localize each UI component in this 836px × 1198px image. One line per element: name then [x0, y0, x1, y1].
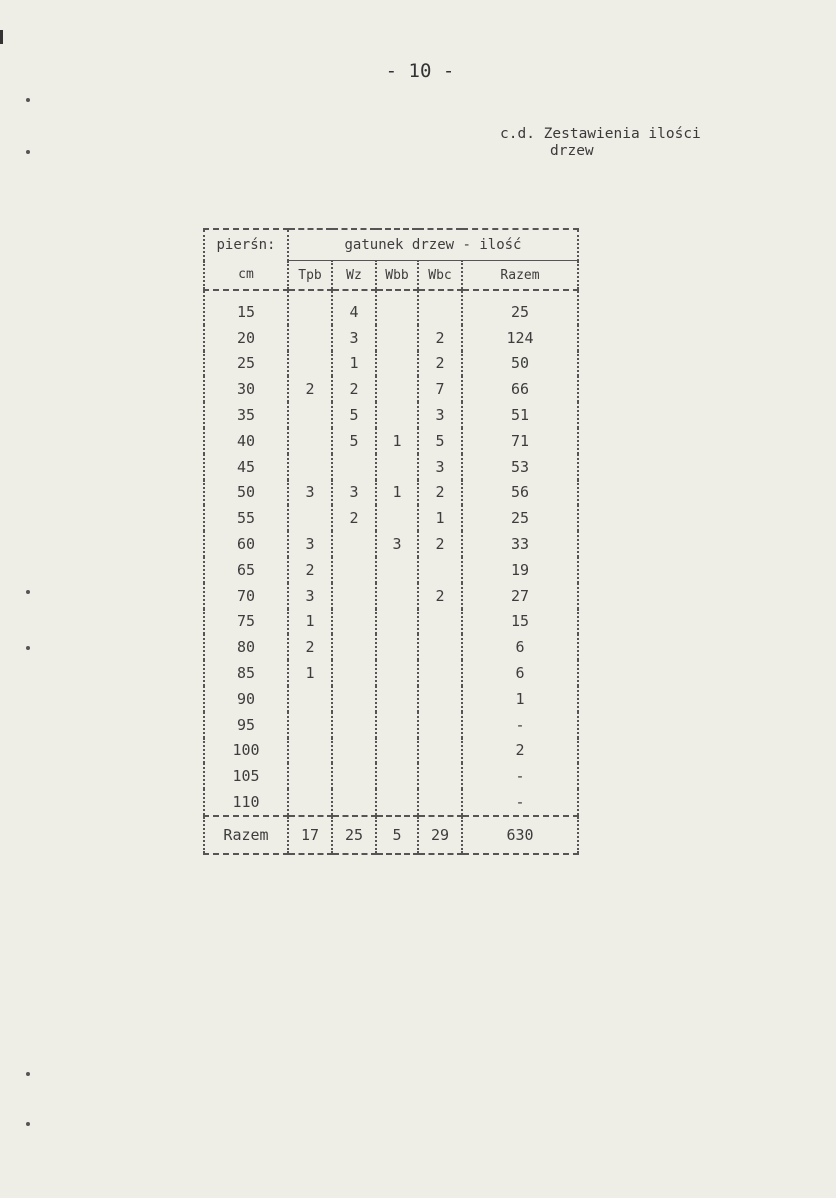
- wz-cell: [332, 763, 376, 789]
- diameter-cell: 35: [204, 402, 288, 428]
- wbb-cell: 1: [376, 480, 418, 506]
- wbc-cell: [418, 763, 462, 789]
- table-row: [204, 660, 578, 686]
- table-row: [204, 738, 578, 764]
- margin-mark: [26, 590, 30, 594]
- razem-cell: 27: [462, 583, 578, 609]
- razem-cell: 53: [462, 454, 578, 480]
- wbc-cell: [418, 634, 462, 660]
- diameter-cell: 100: [204, 738, 288, 764]
- tpb-cell: [288, 290, 332, 325]
- wbb-cell: [376, 789, 418, 816]
- wz-cell: 4: [332, 290, 376, 325]
- col-header-wbc: Wbc: [418, 261, 462, 291]
- wbc-cell: [418, 660, 462, 686]
- diameter-cell: 50: [204, 480, 288, 506]
- razem-cell: -: [462, 763, 578, 789]
- diameter-cell: 110: [204, 789, 288, 816]
- species-group-header: gatunek drzew - ilość: [288, 229, 578, 261]
- tpb-cell: 3: [288, 583, 332, 609]
- razem-cell: 15: [462, 609, 578, 635]
- edge-mark: [0, 30, 3, 44]
- wz-cell: [332, 712, 376, 738]
- wz-cell: [332, 634, 376, 660]
- wbb-cell: [376, 634, 418, 660]
- razem-cell: 6: [462, 634, 578, 660]
- razem-cell: 71: [462, 428, 578, 454]
- wbb-cell: [376, 290, 418, 325]
- wbb-cell: [376, 351, 418, 377]
- diameter-header: pierśn:: [204, 229, 288, 261]
- table-row: [204, 480, 578, 506]
- wbb-cell: 3: [376, 531, 418, 557]
- wbc-cell: [418, 789, 462, 816]
- tpb-cell: [288, 505, 332, 531]
- wbb-cell: [376, 505, 418, 531]
- diameter-cell: 15: [204, 290, 288, 325]
- table-row: [204, 376, 578, 402]
- diameter-cell: 45: [204, 454, 288, 480]
- wz-cell: [332, 686, 376, 712]
- wbb-cell: [376, 376, 418, 402]
- table-row: [204, 789, 578, 816]
- razem-cell: -: [462, 789, 578, 816]
- wbb-cell: [376, 712, 418, 738]
- tpb-cell: [288, 738, 332, 764]
- wbc-cell: 3: [418, 402, 462, 428]
- tpb-cell: [288, 712, 332, 738]
- tpb-cell: [288, 789, 332, 816]
- total-wbc: 29: [418, 816, 462, 854]
- wz-cell: [332, 738, 376, 764]
- table-row: [204, 454, 578, 480]
- wz-cell: 2: [332, 505, 376, 531]
- caption-line-1: c.d. Zestawienia ilości: [500, 126, 701, 142]
- razem-cell: 2: [462, 738, 578, 764]
- wbc-cell: 3: [418, 454, 462, 480]
- tpb-cell: [288, 454, 332, 480]
- wz-cell: 3: [332, 325, 376, 351]
- table-row: [204, 557, 578, 583]
- margin-mark: [26, 1072, 30, 1076]
- margin-mark: [26, 646, 30, 650]
- wz-cell: [332, 583, 376, 609]
- wbb-cell: [376, 402, 418, 428]
- table-row: [204, 428, 578, 454]
- wbc-cell: [418, 686, 462, 712]
- wbb-cell: [376, 660, 418, 686]
- diameter-cell: 70: [204, 583, 288, 609]
- wz-cell: [332, 789, 376, 816]
- margin-mark: [26, 150, 30, 154]
- wbb-cell: [376, 763, 418, 789]
- wz-cell: 1: [332, 351, 376, 377]
- wz-cell: 2: [332, 376, 376, 402]
- tpb-cell: 2: [288, 557, 332, 583]
- diameter-cell: 55: [204, 505, 288, 531]
- col-header-tpb: Tpb: [288, 261, 332, 291]
- razem-cell: 50: [462, 351, 578, 377]
- table-row: [204, 763, 578, 789]
- tpb-cell: 2: [288, 376, 332, 402]
- razem-cell: 6: [462, 660, 578, 686]
- page-number: - 10 -: [385, 60, 455, 82]
- wbc-cell: [418, 738, 462, 764]
- tpb-cell: 1: [288, 609, 332, 635]
- razem-cell: 56: [462, 480, 578, 506]
- col-header-razem: Razem: [462, 261, 578, 291]
- wbb-cell: [376, 325, 418, 351]
- diameter-cell: 20: [204, 325, 288, 351]
- tpb-cell: [288, 351, 332, 377]
- wbb-cell: [376, 454, 418, 480]
- wbc-cell: [418, 609, 462, 635]
- wbc-cell: 5: [418, 428, 462, 454]
- col-header-wz: Wz: [332, 261, 376, 291]
- tpb-cell: [288, 686, 332, 712]
- wbc-cell: 2: [418, 325, 462, 351]
- wbb-cell: [376, 557, 418, 583]
- diameter-unit: cm: [204, 261, 288, 291]
- tpb-cell: [288, 325, 332, 351]
- wbb-cell: [376, 609, 418, 635]
- razem-cell: 1: [462, 686, 578, 712]
- wz-cell: [332, 454, 376, 480]
- tpb-cell: [288, 402, 332, 428]
- diameter-cell: 40: [204, 428, 288, 454]
- tree-count-table: [203, 228, 579, 855]
- wz-cell: [332, 660, 376, 686]
- wbc-cell: 2: [418, 351, 462, 377]
- razem-cell: -: [462, 712, 578, 738]
- table-body: [204, 290, 578, 816]
- total-label: Razem: [204, 816, 288, 854]
- wbc-cell: 2: [418, 583, 462, 609]
- table-row: [204, 712, 578, 738]
- razem-cell: 124: [462, 325, 578, 351]
- wbc-cell: 2: [418, 531, 462, 557]
- wbb-cell: 1: [376, 428, 418, 454]
- razem-cell: 19: [462, 557, 578, 583]
- margin-mark: [26, 1122, 30, 1126]
- diameter-cell: 65: [204, 557, 288, 583]
- razem-cell: 33: [462, 531, 578, 557]
- diameter-cell: 80: [204, 634, 288, 660]
- total-razem: 630: [462, 816, 578, 854]
- wz-cell: 5: [332, 402, 376, 428]
- total-wz: 25: [332, 816, 376, 854]
- total-row: [204, 816, 578, 854]
- razem-cell: 51: [462, 402, 578, 428]
- diameter-cell: 90: [204, 686, 288, 712]
- tpb-cell: 3: [288, 480, 332, 506]
- wbb-cell: [376, 686, 418, 712]
- wbc-cell: [418, 557, 462, 583]
- tpb-cell: 2: [288, 634, 332, 660]
- tpb-cell: 3: [288, 531, 332, 557]
- razem-cell: 25: [462, 290, 578, 325]
- diameter-cell: 75: [204, 609, 288, 635]
- table-row: [204, 531, 578, 557]
- diameter-cell: 25: [204, 351, 288, 377]
- wbc-cell: 1: [418, 505, 462, 531]
- wz-cell: [332, 531, 376, 557]
- wz-cell: 5: [332, 428, 376, 454]
- caption-line-2: drzew: [550, 143, 594, 159]
- diameter-cell: 60: [204, 531, 288, 557]
- table-caption: [490, 126, 770, 160]
- wz-cell: 3: [332, 480, 376, 506]
- table-row: [204, 402, 578, 428]
- table-row: [204, 290, 578, 325]
- tpb-cell: 1: [288, 660, 332, 686]
- wz-cell: [332, 557, 376, 583]
- table-row: [204, 634, 578, 660]
- tpb-cell: [288, 428, 332, 454]
- diameter-cell: 105: [204, 763, 288, 789]
- diameter-cell: 95: [204, 712, 288, 738]
- wbc-cell: 2: [418, 480, 462, 506]
- wbc-cell: 7: [418, 376, 462, 402]
- wz-cell: [332, 609, 376, 635]
- total-wbb: 5: [376, 816, 418, 854]
- table-row: [204, 505, 578, 531]
- table-row: [204, 686, 578, 712]
- wbb-cell: [376, 583, 418, 609]
- wbc-cell: [418, 290, 462, 325]
- wbc-cell: [418, 712, 462, 738]
- col-header-wbb: Wbb: [376, 261, 418, 291]
- razem-cell: 25: [462, 505, 578, 531]
- wbb-cell: [376, 738, 418, 764]
- diameter-cell: 30: [204, 376, 288, 402]
- table-row: [204, 351, 578, 377]
- razem-cell: 66: [462, 376, 578, 402]
- tpb-cell: [288, 763, 332, 789]
- total-tpb: 17: [288, 816, 332, 854]
- table-row: [204, 325, 578, 351]
- table-row: [204, 609, 578, 635]
- diameter-cell: 85: [204, 660, 288, 686]
- table-row: [204, 583, 578, 609]
- margin-mark: [26, 98, 30, 102]
